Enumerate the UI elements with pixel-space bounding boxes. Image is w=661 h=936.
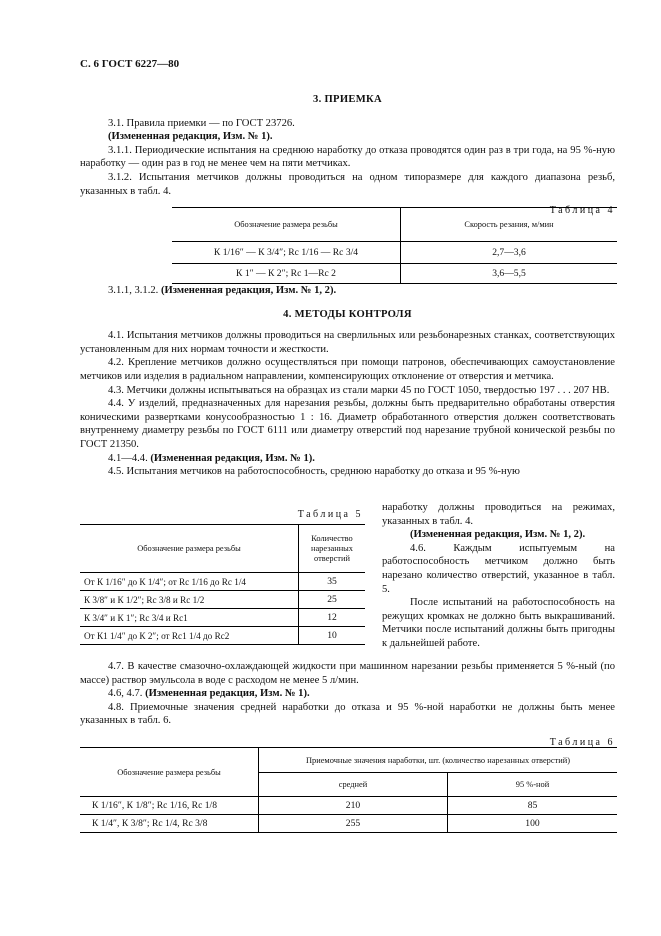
page-header: С. 6 ГОСТ 6227—80 <box>80 58 180 70</box>
para-4-8: 4.8. Приемочные значения средней наработки до отказа и 95 %-ной наработки не должны быть менее указанных в табл. 6. <box>80 701 615 727</box>
table-4-cell-speed: 2,7—3,6 <box>492 247 526 258</box>
table-5-cell-count: 10 <box>327 630 337 641</box>
para-4-4: 4.4. У изделий, предназначенных для нарезания резьбы, должны быть предварительно обработаны отверстия коническими развертками конусообразностью 1 : 16. Диаметр обработанного отверстия должен соответствовать внутреннему диаметру резьбы по ГОСТ 6111 или диаметру отверстий под нарезание трубной конической резьбы по ГОСТ 21350. <box>80 398 615 450</box>
table-5-cell-size: От К1 1/4″ до К 2″; от Rc1 1/4 до Rc2 <box>80 627 299 645</box>
table-row <box>172 264 617 284</box>
note-3-1-1: 3.1.1, 3.1.2. <box>108 285 159 296</box>
table-5-cell-size: К 3/4″ и К 1″; Rc 3/4 и Rc1 <box>80 609 299 627</box>
table-5-cell-count: 35 <box>327 576 337 587</box>
table-4-cell-size-text: К 1/16″ — К 3/4″; Rc 1/16 — Rc 3/4 <box>213 247 359 258</box>
para-4-6b: После испытаний на работоспособность на режущих кромках не должно быть выкрашиваний. Метчики после испытаний должны быть пригодны к дальнейшей работе. <box>382 597 615 649</box>
para-4-5-rest: наработку должны проводиться на режимах, указанных в табл. 4. <box>382 502 615 527</box>
section-4-title: 4. МЕТОДЫ КОНТРОЛЯ <box>283 308 412 320</box>
table-4 <box>172 207 617 284</box>
table-6 <box>80 747 617 833</box>
table-row <box>80 591 365 609</box>
para-4-2: 4.2. Крепление метчиков должно осуществляться при помощи патронов, обеспечивающих самоустановление метчиков или изделия в радиальном направлении, компенсирующих отклонение от отверстия и метчика. <box>80 357 615 382</box>
note-4-6-4-7: 4.6, 4.7. <box>108 688 143 700</box>
para-3-1-2: 3.1.2. Испытания метчиков должны проводиться на одном типоразмере для каждого диапазона резьб, указанных в табл. 4. <box>80 171 615 197</box>
table-6-cell-avg: 210 <box>259 797 448 815</box>
table-row <box>80 573 365 591</box>
table-6-cell-p95: 100 <box>525 818 540 829</box>
table-row <box>80 815 617 833</box>
table-4-cell-speed: 3,6—5,5 <box>492 268 526 279</box>
section-3-title: 3. ПРИЕМКА <box>313 94 382 105</box>
para-4-7: 4.7. В качестве смазочно-охлаждающей жидкости при машинном нарезании резьбы применяется 5 %-ный (по массе) раствор эмульсола в воде с расходом не менее 5 л/мин. <box>80 661 615 686</box>
table-5-header-count: Количество нарезанных отверстий <box>310 533 353 563</box>
para-4-6: 4.6. Каждым испытуемым на работоспособность метчиком должно быть нарезано количество отверстий, указанное в табл. 5. <box>382 542 615 595</box>
table-6-header-group: Приемочные значения наработки, шт. (количество нарезанных отверстий) <box>259 748 618 773</box>
table-4-caption: Таблица 4 <box>549 205 615 217</box>
table-5-cell-size: К 3/8″ и К 1/2″; Rc 3/8 и Rc 1/2 <box>80 591 299 609</box>
note-4-1-4-4: 4.1—4.4. <box>108 452 148 464</box>
table-6-header-p95: 95 %-ной <box>515 780 550 789</box>
table-row <box>80 797 617 815</box>
para-4-3: 4.3. Метчики должны испытываться на образцах из стали марки 45 по ГОСТ 1050, твердостью 197 . . . 207 НВ. <box>108 384 610 396</box>
table-6-caption: Таблица 6 <box>549 736 615 748</box>
para-3-1-note: (Измененная редакция, Изм. № 1). <box>108 131 273 143</box>
table-5-caption: Таблица 5 <box>297 509 363 520</box>
table-5 <box>80 524 365 645</box>
table-6-header-size: Обозначение размера резьбы <box>80 748 259 797</box>
note-4-6-4-7-bold: (Измененная редакция, Изм. № 1). <box>145 688 310 700</box>
para-4-5-line1: 4.5. Испытания метчиков на работоспособность, среднюю наработку до отказа и 95 %-ную <box>108 466 520 478</box>
table-5-cell-count: 25 <box>327 594 337 605</box>
table-4-header-speed: Скорость резания, м/мин <box>464 220 554 229</box>
para-3-1-1: 3.1.1. Периодические испытания на среднюю наработку до отказа проводятся один раз в три года, на 95 %-ную наработку — один раз в год не менее чем на пяти метчиках. <box>80 144 615 170</box>
note-3-1-1-bold: (Измененная редакция, Изм. № 1, 2). <box>160 285 337 296</box>
table-row <box>172 242 617 264</box>
table-4-cell-size <box>172 242 401 264</box>
table-5-cell-count: 12 <box>327 612 337 623</box>
table-6-header-avg: средней <box>259 773 448 797</box>
table-6-cell-p95: 85 <box>527 800 538 811</box>
note-4-1-4-4-bold: (Измененная редакция, Изм. № 1). <box>150 452 315 464</box>
table-6-cell-size: К 1/4″, К 3/8″; Rc 1/4, Rc 3/8 <box>80 815 259 833</box>
table-6-cell-size: К 1/16″, К 1/8″; Rc 1/16, Rc 1/8 <box>80 797 259 815</box>
table-4-header-size: Обозначение размера резьбы <box>172 208 401 242</box>
table-5-cell-size: От К 1/16″ до К 1/4″; от Rc 1/16 до Rc 1/4 <box>80 573 299 591</box>
para-3-1: 3.1. Правила приемки — по ГОСТ 23726. <box>108 117 295 129</box>
table-5-header-size: Обозначение размера резьбы <box>80 525 299 573</box>
para-4-1: 4.1. Испытания метчиков должны проводиться на сверлильных или резьбонарезных станках, соответствующих установленным для них нормам точности и жесткости. <box>80 330 615 355</box>
table-row <box>80 627 365 645</box>
para-4-5-note: (Измененная редакция, Изм. № 1, 2). <box>410 529 586 541</box>
table-row <box>80 609 365 627</box>
table-6-cell-avg: 255 <box>259 815 448 833</box>
table-4-cell-size: К 1″ — К 2″; Rc 1—Rc 2 <box>172 264 401 284</box>
